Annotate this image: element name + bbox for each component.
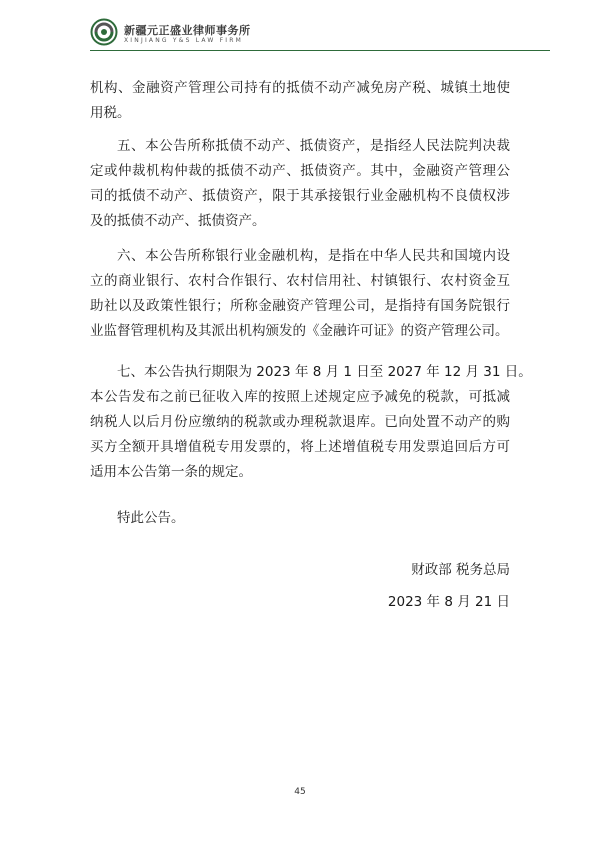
firm-name-en: XINJIANG Y&S LAW FIRM [124,37,243,44]
text-line: 及的抵债不动产、抵债资产。 [90,213,266,229]
text-line: 司的抵债不动产、抵债资产，限于其承接银行业金融机构不良债权涉 [90,188,510,204]
page-header [90,18,550,52]
text-line: 用税。 [90,105,131,121]
text-line: 定或仲裁机构仲裁的抵债不动产、抵债资产。其中，金融资产管理公 [90,163,510,179]
firm-logo-icon [90,18,118,46]
paragraph-article-5 [90,134,510,234]
paragraph-article-6 [90,244,510,344]
text-line: 机构、金融资产管理公司持有的抵债不动产减免房产税、城镇土地使 [90,80,510,96]
text-line: 六、本公告所称银行业金融机构，是指在中华人民共和国境内设 [117,248,510,264]
text-line: 适用本公告第一条的规定。 [90,464,252,480]
text-line: 特此公告。 [117,510,185,526]
text-line: 本公告发布之前已征收入库的按照上述规定应予减免的税款，可抵减 [90,389,510,405]
firm-name-cn: 新疆元正盛业律师事务所 [124,24,251,37]
paragraph-closing [90,506,510,531]
text-line: 纳税人以后月份应缴纳的税款或办理税款退库。已向处置不动产的购 [90,414,510,430]
signature-date: 2023 年 8 月 21 日 [387,594,510,610]
page-number: 45 [294,787,306,797]
text-line: 买方全额开具增值税专用发票的，将上述增值税专用发票追回后方可 [90,439,510,455]
text-line: 七、本公告执行期限为 2023 年 8 月 1 日至 2027 年 12 月 31 日。 [117,364,532,380]
signature-issuers: 财政部 税务总局 [411,562,510,578]
text-line: 五、本公告所称抵债不动产、抵债资产，是指经人民法院判决裁 [117,138,510,154]
paragraph-continuation [90,76,510,126]
header-divider [90,50,550,51]
text-line: 助社以及政策性银行；所称金融资产管理公司，是指持有国务院银行 [90,298,510,314]
text-line: 业监督管理机构及其派出机构颁发的《金融许可证》的资产管理公司。 [90,323,509,339]
paragraph-article-7 [90,360,532,485]
text-line: 立的商业银行、农村合作银行、农村信用社、村镇银行、农村资金互 [90,273,510,289]
